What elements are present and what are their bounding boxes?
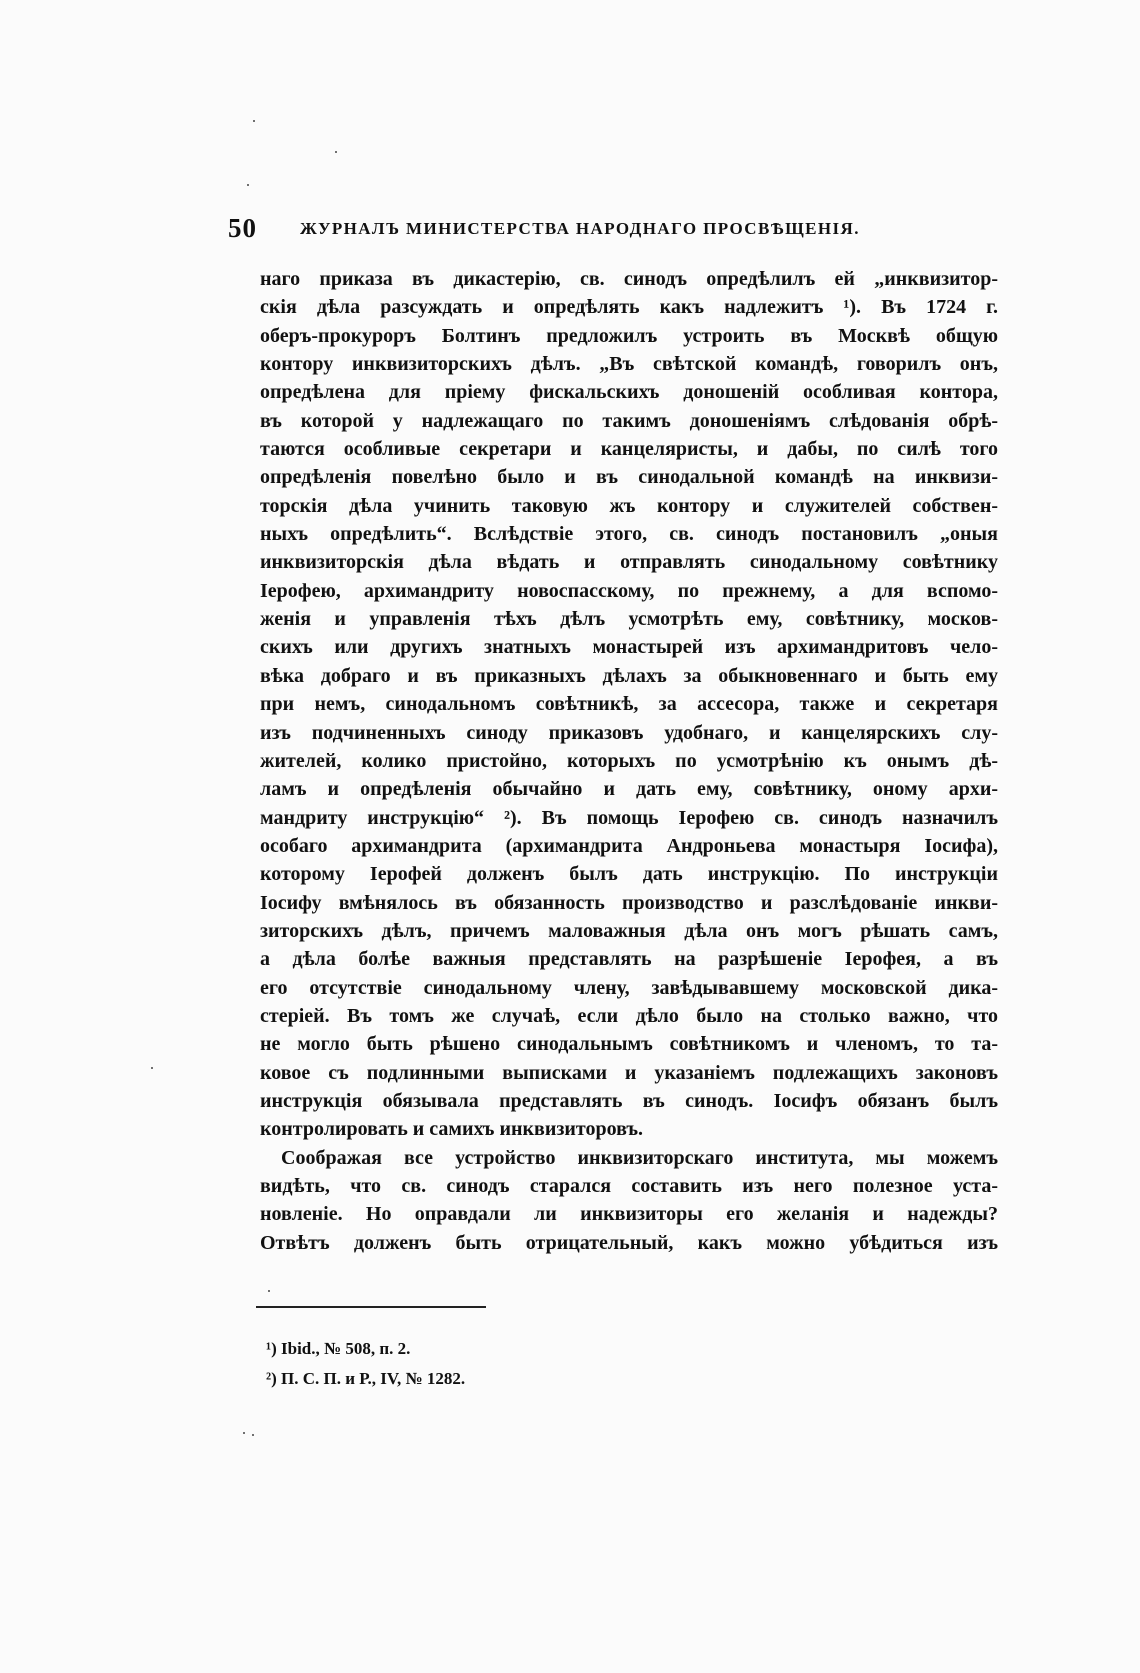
text-line: а дѣла болѣе важныя представлять на разрѣшеніе Іерофея, а въ xyxy=(260,948,998,971)
scan-speck xyxy=(151,1067,153,1069)
text-line: которому Іерофей долженъ былъ дать инструкцію. По инструкціи xyxy=(260,863,998,886)
text-line: опредѣленія повелѣно было и въ синодальной командѣ на инквизи- xyxy=(260,466,998,489)
text-line: Отвѣтъ долженъ быть отрицательный, какъ можно убѣдиться изъ xyxy=(260,1231,998,1254)
text-line: зиторскихъ дѣлъ, причемъ маловажныя дѣла онъ могъ рѣшать самъ, xyxy=(260,919,998,942)
text-line: скихъ или другихъ знатныхъ монастырей изъ архимандритовъ чело- xyxy=(260,636,998,659)
running-title: ЖУРНАЛЪ МИНИСТЕРСТВА НАРОДНАГО ПРОСВѢЩЕНІЯ. xyxy=(300,219,860,238)
text-line: инквизиторскія дѣла вѣдать и отправлять синодальному совѣтнику xyxy=(260,551,998,574)
scan-speck xyxy=(252,1434,254,1436)
text-line: скія дѣла разсуждать и опредѣлять какъ надлежитъ ¹). Въ 1724 г. xyxy=(260,296,998,319)
text-line: видѣть, что св. синодъ старался составить изъ него полезное уста- xyxy=(260,1175,998,1197)
text-line: Іосифу вмѣнялось въ обязанность производство и разслѣдованіе инкви- xyxy=(260,891,998,914)
text-line: въ которой у надлежащаго по такимъ доношеніямъ слѣдованія обрѣ- xyxy=(260,409,998,432)
text-line: особаго архимандрита (архимандрита Андроньева монастыря Іосифа), xyxy=(260,834,998,857)
text-line: оберъ-прокуроръ Болтинъ предложилъ устроить въ Москвѣ общую xyxy=(260,324,998,347)
scan-speck xyxy=(268,1290,270,1292)
text-line: Соображая все устройство инквизиторскаго института, мы можемъ xyxy=(281,1146,998,1169)
text-line: стеріей. Въ томъ же случаѣ, если дѣло было на столько важно, что xyxy=(260,1004,998,1027)
footnote: ¹) Ibid., № 508, п. 2. xyxy=(266,1339,411,1358)
footnotes xyxy=(266,1334,766,1394)
text-line: его отсутствіе синодальному члену, завѣдывавшему московской дика- xyxy=(260,976,998,999)
footnote-rule xyxy=(256,1306,486,1308)
text-line: ковое съ подлинными выписками и указаніемъ подлежащихъ законовъ xyxy=(260,1061,998,1084)
scan-speck xyxy=(335,151,337,153)
text-line: изъ подчиненныхъ синоду приказовъ удобнаго, и канцелярскихъ слу- xyxy=(260,721,998,744)
text-line: ламъ и опредѣленія обычайно и дать ему, совѣтнику, оному архи- xyxy=(260,778,998,801)
text-line: опредѣлена для пріему фискальскихъ доношеній особливая контора, xyxy=(260,381,998,404)
scan-speck xyxy=(253,120,255,122)
text-line: при немъ, синодальномъ совѣтникѣ, за ассесора, также и секретаря xyxy=(260,693,998,716)
page-header xyxy=(228,213,908,243)
text-line: контору инквизиторскихъ дѣлъ. „Въ свѣтской командѣ, говорилъ онъ, xyxy=(260,353,998,376)
text-line: женія и управленія тѣхъ дѣлъ усмотрѣть ему, совѣтнику, москов- xyxy=(260,608,998,631)
page-number: 50 xyxy=(228,213,257,243)
scan-speck xyxy=(243,1432,245,1434)
text-line: не могло быть рѣшено синодальнымъ совѣтникомъ и членомъ, то та- xyxy=(260,1033,998,1056)
text-line: новленіе. Но оправдали ли инквизиторы его желанія и надежды? xyxy=(260,1203,998,1226)
text-line: Іерофею, архимандриту новоспасскому, по прежнему, а для вспомо- xyxy=(260,579,998,602)
text-line: вѣка добраго и въ приказныхъ дѣлахъ за обыкновеннаго и быть ему xyxy=(260,664,998,687)
scan-speck xyxy=(247,184,249,186)
text-line: инструкція обязывала представлять въ синодъ. Іосифъ обязанъ былъ xyxy=(260,1089,998,1112)
text-line: контролировать и самихъ инквизиторовъ. xyxy=(260,1118,644,1141)
text-line: таются особливые секретари и канцеляристы, и дабы, по силѣ того xyxy=(260,438,998,461)
text-line: торскія дѣла учинить таковую жъ контору и служителей собствен- xyxy=(260,494,998,517)
text-line: жителей, колико пристойно, которыхъ по усмотрѣнію къ онымъ дѣ- xyxy=(260,749,998,772)
text-line: ныхъ опредѣлить“. Вслѣдствіе этого, св. синодъ постановилъ „оныя xyxy=(260,523,998,546)
text-line: мандриту инструкцію“ ²). Въ помощь Іерофею св. синодъ назначилъ xyxy=(260,806,998,829)
footnote: ²) П. С. П. и Р., IV, № 1282. xyxy=(266,1369,466,1388)
text-line: наго приказа въ дикастерію, св. синодъ опредѣлилъ ей „инквизитор- xyxy=(260,268,998,290)
body-text xyxy=(260,265,998,1257)
